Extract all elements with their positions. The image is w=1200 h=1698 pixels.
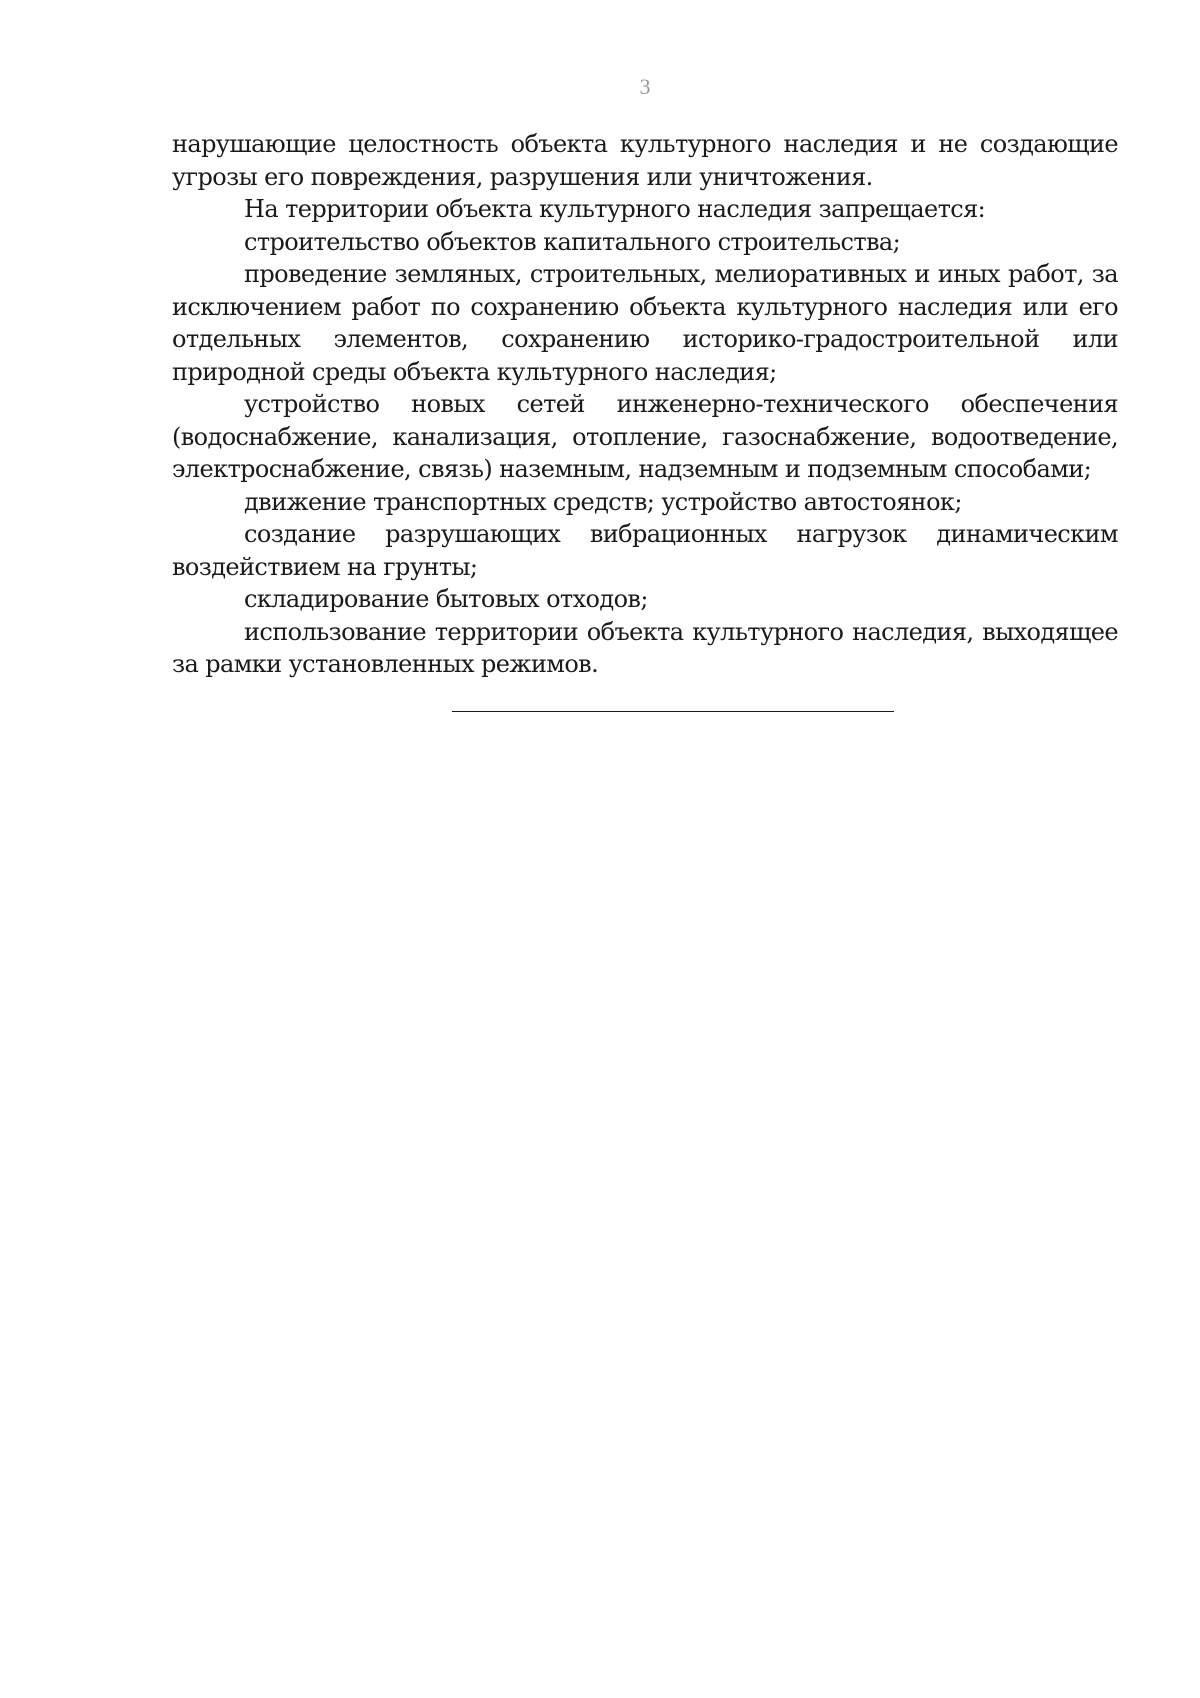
paragraph-prohibition-item: складирование бытовых отходов; — [244, 585, 648, 613]
paragraph-prohibition-item: строительство объектов капитального строительства; — [244, 227, 901, 256]
paragraph-prohibition-item: создание разрушающих вибрационных нагрузок динамическим воздействием на грунты; — [172, 520, 1118, 581]
document-end-divider — [452, 711, 894, 712]
document-body — [172, 128, 1118, 681]
paragraph-continuation: нарушающие целостность объекта культурного наследия и не создающие угрозы его повреждения, разрушения или уничтожения. — [172, 130, 1118, 191]
page-number: 3 — [639, 74, 651, 99]
paragraph-prohibition-item: движение транспортных средств; устройство автостоянок; — [244, 487, 962, 516]
paragraph-prohibition-item: устройство новых сетей инженерно-технического обеспечения (водоснабжение, канализация, отопление, газоснабжение, водоотведение, электроснабжение, связь) наземным, надземным и подземным способами; — [172, 390, 1118, 483]
paragraph-prohibition-item: проведение земляных, строительных, мелиоративных и иных работ, за исключением работ по сохранению объекта культурного наследия или его отдельных элементов, сохранению историко-градостроительной или природной среды объекта культурного наследия; — [172, 260, 1118, 386]
paragraph-prohibitions-intro: На территории объекта культурного наследия запрещается: — [244, 195, 986, 223]
paragraph-prohibition-item: использование территории объекта культурного наследия, выходящее за рамки установленных режимов. — [172, 617, 1118, 678]
